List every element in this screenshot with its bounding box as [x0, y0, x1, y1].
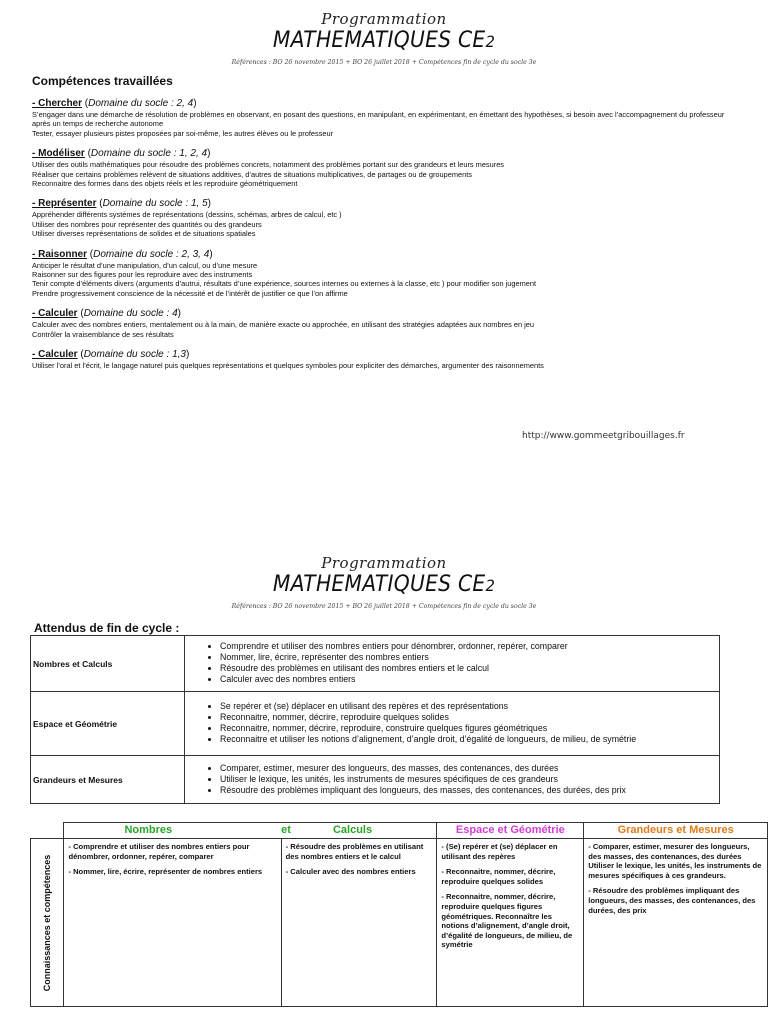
- grid-cell-item: - Comprendre et utiliser des nombres entiers pour dénombrer, ordonner, repérer, comparer: [68, 842, 250, 861]
- attendus-item: • Se repérer et (se) déplacer en utilisant des repères et des représentations: [220, 701, 718, 712]
- attendus-items: [185, 692, 720, 756]
- attendus-item: • Résoudre des problèmes impliquant des longueurs, des masses, des contenances, des durées, des prix: [220, 785, 718, 796]
- competence-line: Tenir compte d’éléments divers (arguments d’autrui, résultats d’une expérience, sources internes ou externes à la classe, etc ) pour modifier son jugement: [32, 279, 537, 289]
- grid-cell-item: - Comparer, estimer, mesurer des longueurs, des masses, des contenances, des durées Utiliser le lexique, les unités, les instruments de mesures spécifiques à ces grandeurs.: [588, 842, 762, 880]
- attendus-domain: Grandeurs et Mesures: [31, 756, 185, 804]
- competence-heading: - Modéliser (Domaine du socle : 1, 2, 4): [32, 148, 211, 160]
- attendus-row: [31, 636, 720, 692]
- competences-grid: [30, 822, 768, 1007]
- competence-block: [32, 248, 732, 299]
- grid-cell-item: - Résoudre des problèmes impliquant des longueurs, des masses, des contenances, des durées, des prix: [588, 886, 756, 915]
- page-title-sub: 2: [485, 32, 496, 51]
- competence-verb: - Raisonner: [32, 248, 88, 260]
- attendus-domain: Espace et Géométrie: [31, 692, 185, 756]
- competence-block: [32, 197, 732, 238]
- competence-line: Utiliser diverses représentations de solides et de situations spatiales: [32, 229, 256, 239]
- competence-block: [32, 97, 732, 138]
- grid-cell-item: - Reconnaitre, nommer, décrire, reproduire quelques figures géométriques. Reconnaître les notions d’alignement, d’angle droit, d’égalité de longueurs, de milieu, de symétrie: [441, 892, 573, 950]
- competence-line: Réaliser que certains problèmes relèvent de situations additives, d’autres de situations multiplicatives, de partages ou de groupements: [32, 169, 472, 179]
- competence-domain: Domaine du socle : 2, 3, 4: [93, 248, 210, 260]
- attendus-items: [185, 756, 720, 804]
- row-label-cell: [31, 839, 64, 1007]
- page-title: [31, 572, 738, 597]
- cell-nombres: [64, 839, 281, 1007]
- competence-line: Calculer avec des nombres entiers, mentalement ou à la main, de manière exacte ou approchée, en utilisant des stratégies adaptées aux nombres en jeu: [32, 320, 535, 330]
- competence-heading: - Raisonner (Domaine du socle : 2, 3, 4): [32, 248, 213, 260]
- competence-line: Utiliser des nombres pour représenter des quantités ou des grandeurs: [32, 219, 262, 229]
- page-title-main: MATHEMATIQUES CE: [272, 28, 486, 53]
- page-title-sub: 2: [485, 576, 496, 595]
- competence-domain: Domaine du socle : 4: [83, 308, 178, 320]
- attendus-item: • Reconnaitre, nommer, décrire, reproduire, construire quelques figures géométriques: [220, 723, 718, 734]
- grid-cell-item: - Nommer, lire, écrire, représenter de nombres entiers: [68, 867, 263, 877]
- attendus-table: [30, 635, 720, 804]
- header-nombres: Nombres: [124, 824, 173, 836]
- attendus-list: [186, 701, 718, 745]
- attendus-item: • Nommer, lire, écrire, représenter des nombres entiers: [220, 652, 718, 663]
- attendus-item: • Calculer avec des nombres entiers: [220, 674, 718, 685]
- competences-list: [0, 97, 768, 371]
- attendus-item: • Résoudre des problèmes en utilisant des nombres entiers et le calcul: [220, 663, 718, 674]
- competence-verb: - Chercher: [32, 98, 83, 109]
- cell-calculs: [281, 839, 437, 1007]
- programmation-label: Programmation: [321, 10, 447, 28]
- attendus-item: • Reconnaitre et utiliser les notions d’alignement, d’angle droit, d’égalité de longueurs, de milieu, de symétrie: [220, 734, 718, 745]
- grid-corner: [31, 823, 64, 839]
- cell-espace: [437, 839, 584, 1007]
- attendus-item: • Utiliser le lexique, les unités, les instruments de mesures spécifiques de ces grandeurs: [220, 774, 718, 785]
- header-calculs: Calculs: [332, 824, 373, 836]
- references-line: Références : BO 26 novembre 2015 + BO 26 juillet 2018 + Compétences fin de cycle du socle 3e: [231, 603, 537, 610]
- competence-block: [32, 147, 732, 188]
- header-espace: Espace et Géométrie: [437, 823, 584, 839]
- attendus-item: • Comparer, estimer, mesurer des longueurs, des masses, des contenances, des durées: [220, 763, 718, 774]
- grid-header-calculs: [281, 823, 437, 839]
- attendus-list: [186, 641, 718, 685]
- competence-domain: Domaine du socle : 1, 5: [102, 198, 208, 210]
- attendus-items: [185, 636, 720, 692]
- competence-verb: - Modéliser: [32, 148, 85, 160]
- competence-line: Tester, essayer plusieurs pistes proposées par soi-même, les autres élèves ou le professeur: [32, 128, 334, 138]
- attendus-heading: Attendus de fin de cycle :: [34, 621, 180, 635]
- competence-line: Prendre progressivement conscience de la nécessité et de l’intérêt de justifier ce que l’on affirme: [32, 288, 348, 298]
- competence-line: Anticiper le résultat d’une manipulation, d’un calcul, ou d’une mesure: [32, 260, 258, 270]
- programmation-label: Programmation: [321, 554, 447, 572]
- attendus-item: • Comprendre et utiliser des nombres entiers pour dénombrer, ordonner, repérer, comparer: [220, 641, 718, 652]
- competence-line: Appréhender différents systèmes de représentations (dessins, schémas, arbres de calcul, etc ): [32, 210, 342, 220]
- grid-cell-item: - (Se) repérer et (se) déplacer en utilisant des repères: [441, 842, 558, 861]
- attendus-domain: Nombres et Calculs: [31, 636, 185, 692]
- competence-heading: - Représenter (Domaine du socle : 1, 5): [32, 198, 211, 210]
- competence-verb: - Calculer: [32, 349, 78, 361]
- competence-domain: Domaine du socle : 1, 2, 4: [90, 148, 208, 160]
- attendus-item: • Reconnaitre, nommer, décrire, reproduire quelques solides: [220, 712, 718, 723]
- competence-domain: Domaine du socle : 2, 4: [88, 98, 194, 109]
- attendus-row: [31, 692, 720, 756]
- competence-domain: Domaine du socle : 1,3: [83, 349, 186, 361]
- section-heading: Compétences travaillées: [32, 74, 173, 88]
- grid-cell-item: - Calculer avec des nombres entiers: [285, 867, 416, 877]
- attendus-list: [186, 763, 718, 796]
- header-et: et: [281, 824, 291, 836]
- competence-heading: - Chercher (Domaine du socle : 2, 4): [32, 98, 197, 109]
- grid-header-nombres: [64, 823, 281, 839]
- grid-cell-item: - Reconnaitre, nommer, décrire, reproduire quelques solides: [441, 867, 556, 886]
- page-title-main: MATHEMATIQUES CE: [272, 572, 486, 597]
- page-competences: [0, 0, 768, 470]
- attendus-row: [31, 756, 720, 804]
- page-attendus: [0, 540, 768, 1024]
- competence-line: Utiliser des outils mathématiques pour résoudre des problèmes concrets, notamment des problèmes portant sur des grandeurs et leurs mesures: [32, 160, 504, 170]
- competence-block: [32, 348, 732, 370]
- competence-block: [32, 307, 732, 339]
- competence-line: Contrôler la vraisemblance de ses résultats: [32, 329, 174, 339]
- competence-verb: - Représenter: [32, 198, 97, 210]
- header-grandeurs: Grandeurs et Mesures: [584, 823, 768, 839]
- page-title: [31, 28, 738, 53]
- cell-grandeurs: [584, 839, 768, 1007]
- competence-heading: - Calculer (Domaine du socle : 1,3): [32, 349, 190, 361]
- source-url[interactable]: http://www.gommeetgribouillages.fr: [522, 431, 685, 441]
- competence-verb: - Calculer: [32, 308, 78, 320]
- grid-cell-item: - Résoudre des problèmes en utilisant des nombres entiers et le calcul: [285, 842, 424, 861]
- row-label: Connaissances et compétences: [42, 854, 53, 991]
- competence-heading: - Calculer (Domaine du socle : 4): [32, 308, 181, 320]
- competence-line: S’engager dans une démarche de résolution de problèmes en observant, en posant des questions, en manipulant, en expérimentant, en émettant des hypothèses, si besoin avec l’accompagnement du professeur après un temps de recherche autonome: [32, 110, 725, 129]
- references-line: Références : BO 26 novembre 2015 + BO 26 juillet 2018 + Compétences fin de cycle du socle 3e: [231, 59, 537, 66]
- competence-line: Reconnaitre des formes dans des objets réels et les reproduire géométriquement: [32, 179, 298, 189]
- competence-line: Utiliser l’oral et l’écrit, le langage naturel puis quelques représentations et quelques symboles pour expliciter des démarches, argumenter des raisonnements: [32, 361, 544, 371]
- competence-line: Raisonner sur des figures pour les reproduire avec des instruments: [32, 270, 253, 280]
